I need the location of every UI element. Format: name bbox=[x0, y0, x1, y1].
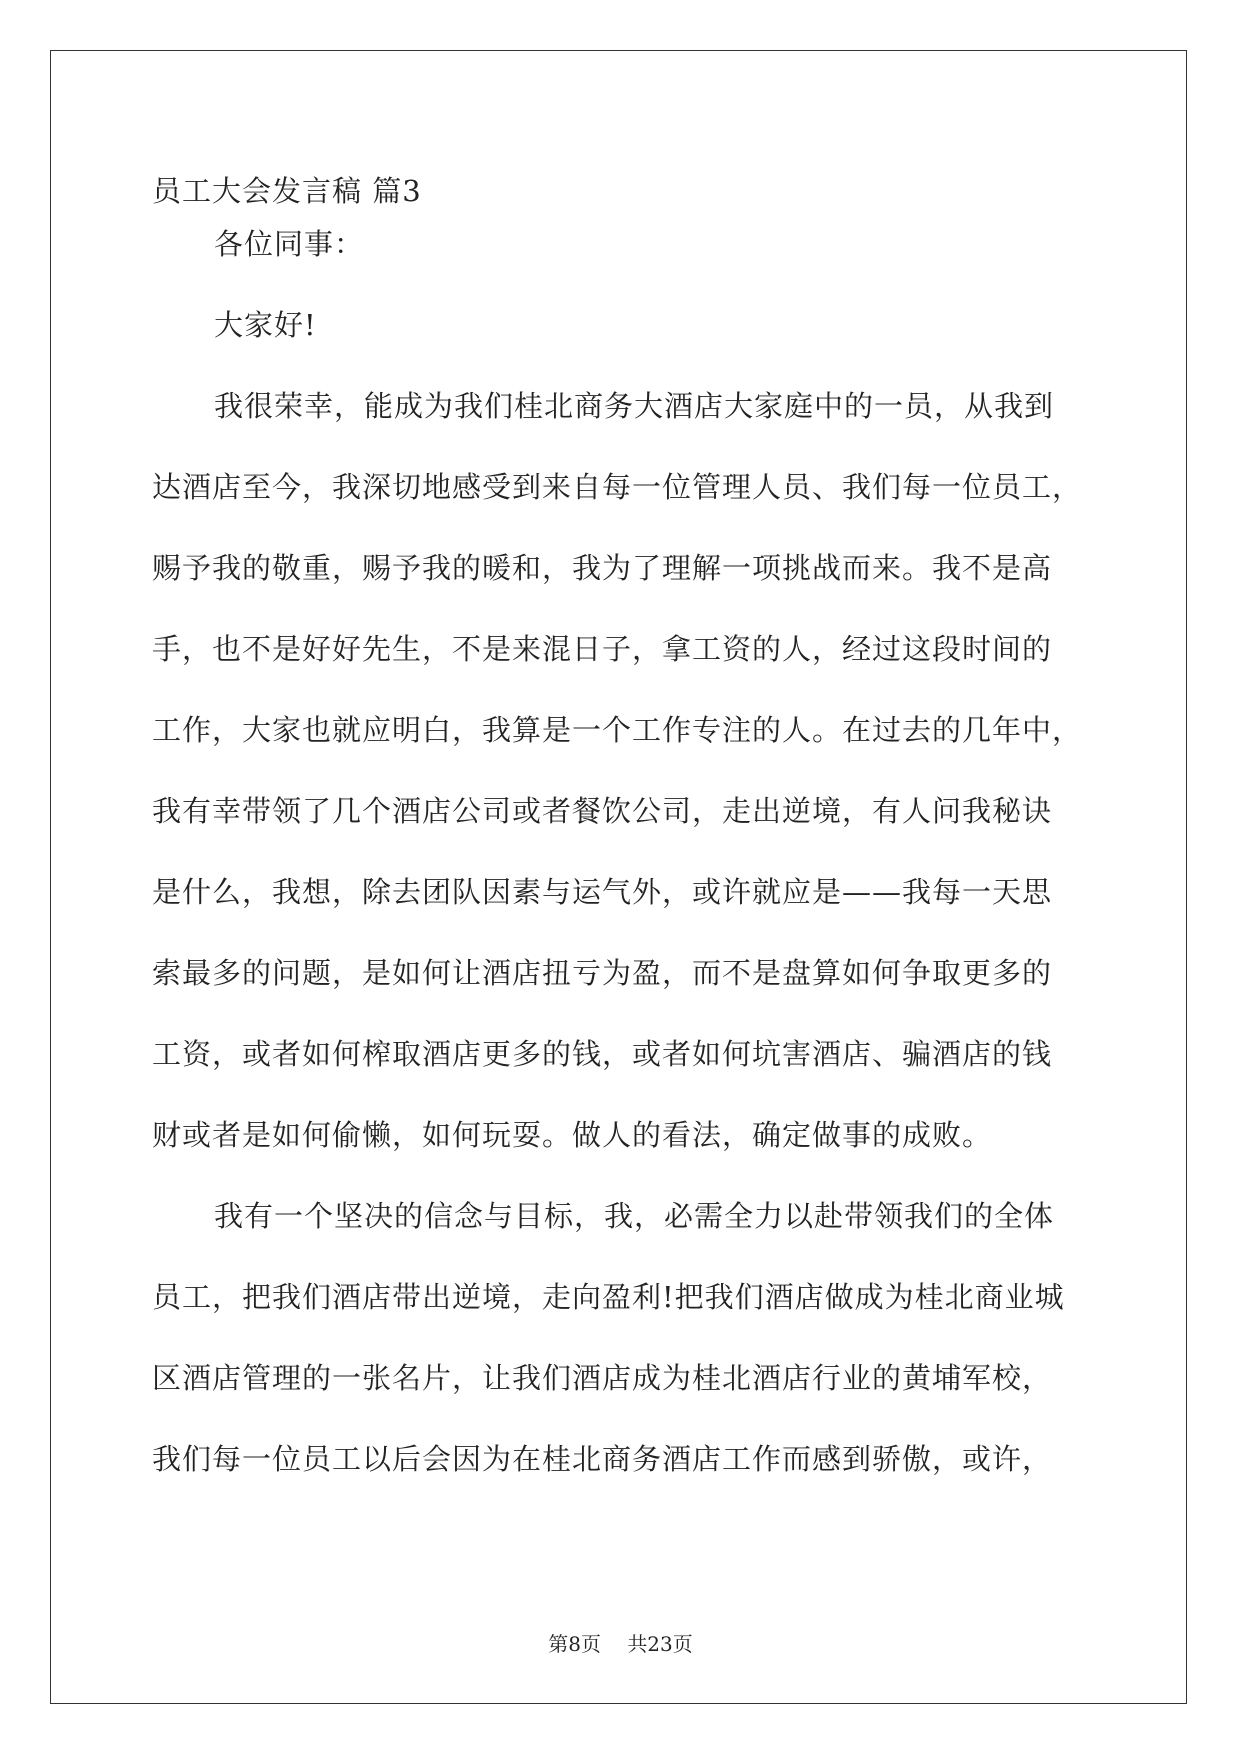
text-line: 我有幸带领了几个酒店公司或者餐饮公司，走出逆境，有人问我秘诀 bbox=[152, 794, 1053, 828]
text-line: 索最多的问题，是如何让酒店扭亏为盈，而不是盘算如何争取更多的 bbox=[152, 956, 1053, 990]
text-line: 我很荣幸，能成为我们桂北商务大酒店大家庭中的一员，从我到 bbox=[214, 389, 1055, 423]
text-line: 工资，或者如何榨取酒店更多的钱，或者如何坑害酒店、骗酒店的钱 bbox=[152, 1037, 1053, 1071]
text-line: 我有一个坚决的信念与目标，我，必需全力以赴带领我们的全体 bbox=[214, 1199, 1055, 1233]
text-line: 是什么，我想，除去团队因素与运气外，或许就应是——我每一天思 bbox=[152, 875, 1053, 909]
text-line: 达酒店至今，我深切地感受到来自每一位管理人员、我们每一位员工， bbox=[152, 470, 1083, 504]
page-total: 共23页 bbox=[627, 1632, 693, 1656]
document-title: 员工大会发言稿 篇3 bbox=[152, 174, 422, 208]
text-line: 工作，大家也就应明白，我算是一个工作专注的人。在过去的几年中， bbox=[152, 713, 1083, 747]
text-line: 员工，把我们酒店带出逆境，走向盈利!把我们酒店做成为桂北商业城 bbox=[152, 1280, 1065, 1314]
text-line: 区酒店管理的一张名片，让我们酒店成为桂北酒店行业的黄埔军校， bbox=[152, 1361, 1053, 1395]
text-line: 各位同事： bbox=[214, 227, 365, 261]
text-line: 我们每一位员工以后会因为在桂北商务酒店工作而感到骄傲，或许， bbox=[152, 1442, 1053, 1476]
text-line: 大家好! bbox=[214, 308, 317, 342]
text-line: 财或者是如何偷懒，如何玩耍。做人的看法，确定做事的成败。 bbox=[152, 1118, 993, 1152]
page-number: 第8页 bbox=[548, 1632, 601, 1656]
text-line: 手，也不是好好先生，不是来混日子，拿工资的人，经过这段时间的 bbox=[152, 632, 1053, 666]
document-body bbox=[152, 162, 1097, 1511]
page-footer bbox=[0, 1628, 1241, 1657]
text-line: 赐予我的敬重，赐予我的暖和，我为了理解一项挑战而来。我不是高 bbox=[152, 551, 1053, 585]
